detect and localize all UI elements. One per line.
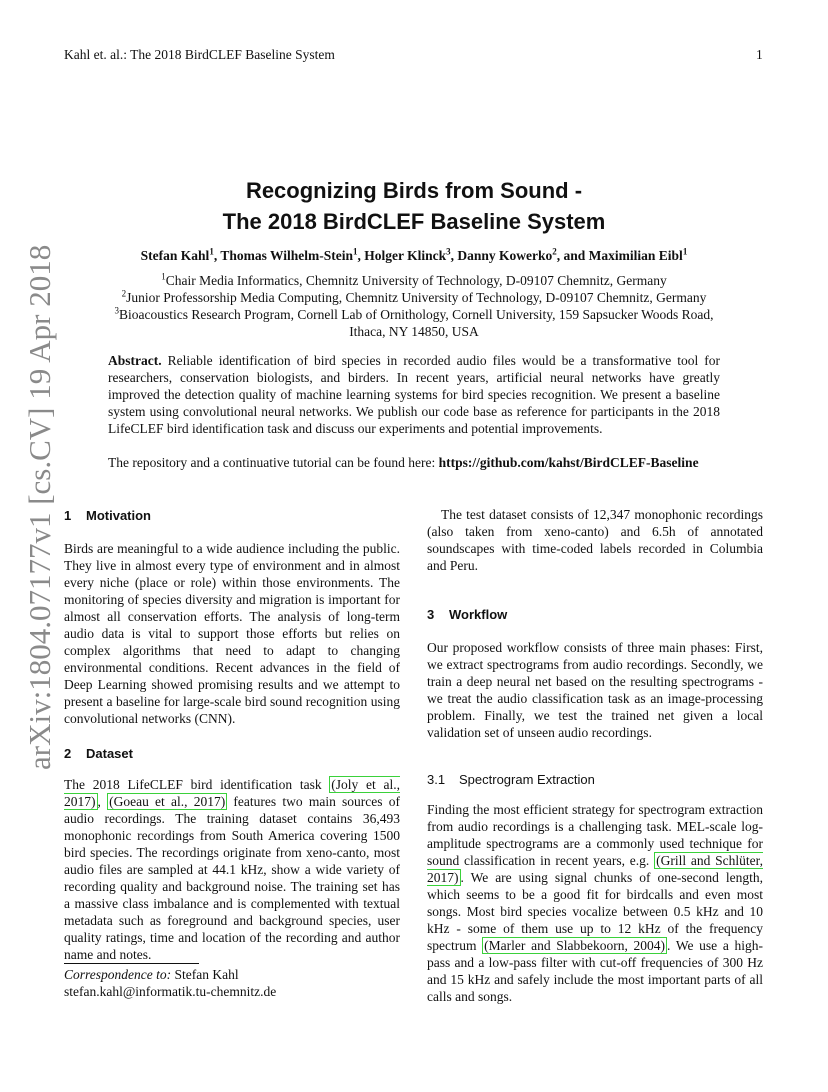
author-name: Holger Klinck [364,248,447,263]
citation-link[interactable]: (Marler and Slabbekoorn, 2004) [484,938,666,953]
author-affil: 1 [352,246,358,257]
author-name: Maximilian Eibl [588,248,683,263]
affiliation-1: $^1$Chair Media Informatics, Chemnitz University of Technology, D-09107 Chemnitz, Germany [161,271,667,288]
abstract-label: Abstract. [108,353,162,368]
affiliation-3-line2: Ithaca, NY 14850, USA [349,324,479,339]
running-head: Kahl et. al.: The 2018 BirdCLEF Baseline System [64,47,335,62]
citation-link[interactable]: (Goeau et al., 2017) [109,794,226,809]
citation-link[interactable]: (Grill and Schlüter, 2017) [427,853,763,885]
abstract-text: Reliable identification of bird species in recorded audio files would be a transformative tool for researchers, conservation biologists, and birders. In recent years, artificial neural networks have greatly improved the detection quality of machine learning systems for bird species recognition. We present a baseline system using convolutional neural networks. We publish our code base as reference for participants in the 2018 LifeCLEF bird identification task and discuss our experiments and potential improvements. [108,353,721,436]
author-name: Thomas Wilhelm-Stein [220,248,353,263]
section-heading-motivation: 1 Motivation [64,508,151,523]
affiliation-3: $^3$Bioacoustics Research Program, Cornell Lab of Ornithology, Cornell University, 159 Sapsucker Woods Road, [114,305,714,322]
section-body-workflow: Our proposed workflow consists of three main phases: First, we extract spectrograms from audio recordings. Secondly, we train a deep neural net based on the resulting spectrograms - we treat the audio classification task as an image-processing problem. Finally, we test the trained net given a local validation set of unseen audio recordings. [427,640,763,740]
repository-link[interactable]: https://github.com/kahst/BirdCLEF-Baseline [438,455,699,470]
abstract [108,352,720,437]
author-name: Stefan Kahl [140,248,210,263]
subsection-body-spectrogram: Finding the most efficient strategy for spectrogram extraction from audio recordings is a challenging task. MEL-scale log-amplitude spectrograms are a commonly used technique for sound classification in recent years, e.g. (Grill and Schlüter, 2017) . We are using signal chunks of one-second length, which seems to be a good fit for birdcalls and even most songs. Most bird species vocalize between 0.5 kHz and 10 kHz - some of them use up to 12 kHz of the frequency spectrum (Marler and Slabbekoorn, 2004) . We use a high-pass and a low-pass filter with cut-off frequencies of 300 Hz and 15 kHz and safely include the most important parts of all calls and songs. [427,802,763,1004]
author-affil: 1 [209,246,214,257]
title-line-2: The 2018 BirdCLEF Baseline System [222,209,606,234]
author-name: Danny Kowerko [457,248,553,263]
section-body-motivation: Birds are meaningful to a wide audience including the public. They live in almost every type of environment and in almost every niche (place or role) within those environments. The monitoring of species diversity and migration is important for almost all conservation efforts. The analysis of long-term audio data is vital to support those efforts but relies on complex algorithms that need to adapt to changing environmental conditions. Recent advances in the field of Deep Learning showed promising results and we attempt to present a baseline for large-scale bird sound recognition using convolutional networks (CNN). [64,541,400,726]
page-number: 1 [756,47,763,62]
paper-title [0,175,828,237]
author-list: Stefan Kahl$^1$, Thomas Wilhelm-Stein$^1$, Holger Klinck$^3$, Danny Kowerko$^2$, and Maximilian Eibl$^1$ [140,246,688,263]
affiliations [0,272,828,340]
author-affil: 1 [682,246,688,257]
subsection-heading-spectrogram: 3.1 Spectrogram Extraction [427,772,595,787]
section-heading-dataset: 2 Dataset [64,746,133,761]
affiliation-2: $^2$Junior Professorship Media Computing, Chemnitz University of Technology, D-09107 Chemnitz, Germany [121,288,707,305]
section-heading-workflow: 3 Workflow [427,607,508,622]
footnote: Correspondence to: Stefan Kahl stefan.kahl@informatik.tu-chemnitz.de [64,967,277,999]
section-body-dataset: The 2018 LifeCLEF bird identification task (Joly et al., 2017) , (Goeau et al., 2017) features two main sources of audio recordings. The training dataset contains 36,493 monophonic recordings from South America covering 1500 bird species. The recordings originate from xeno-canto, most audio files are sampled at 44.1 kHz, show a wide variety of recording quality and background noise. The training set has a massive class imbalance and is complemented with textual metadata such as foreground and background species, user quality ratings, time and location of the recording and author name and notes. [64,777,401,962]
author-affil: 3 [446,246,451,257]
dataset-test-paragraph: The test dataset consists of 12,347 monophonic recordings (also taken from xeno-canto) and 6.5h of annotated soundscapes with time-coded labels recorded in Columbia and Peru. [427,507,763,573]
title-line-1: Recognizing Birds from Sound - [245,178,583,203]
arxiv-stamp: arXiv:1804.07177v1 [cs.CV] 19 Apr 2018 [22,244,57,770]
citation-link[interactable]: (Joly et al., 2017) [64,777,400,809]
author-affil: 2 [552,246,557,257]
footnote-email: stefan.kahl@informatik.tu-chemnitz.de [64,984,277,999]
footnote-rule [64,963,199,964]
repository-note: The repository and a continuative tutorial can be found here: https://github.com/kahst/BirdCLEF-Baseline [108,455,699,470]
